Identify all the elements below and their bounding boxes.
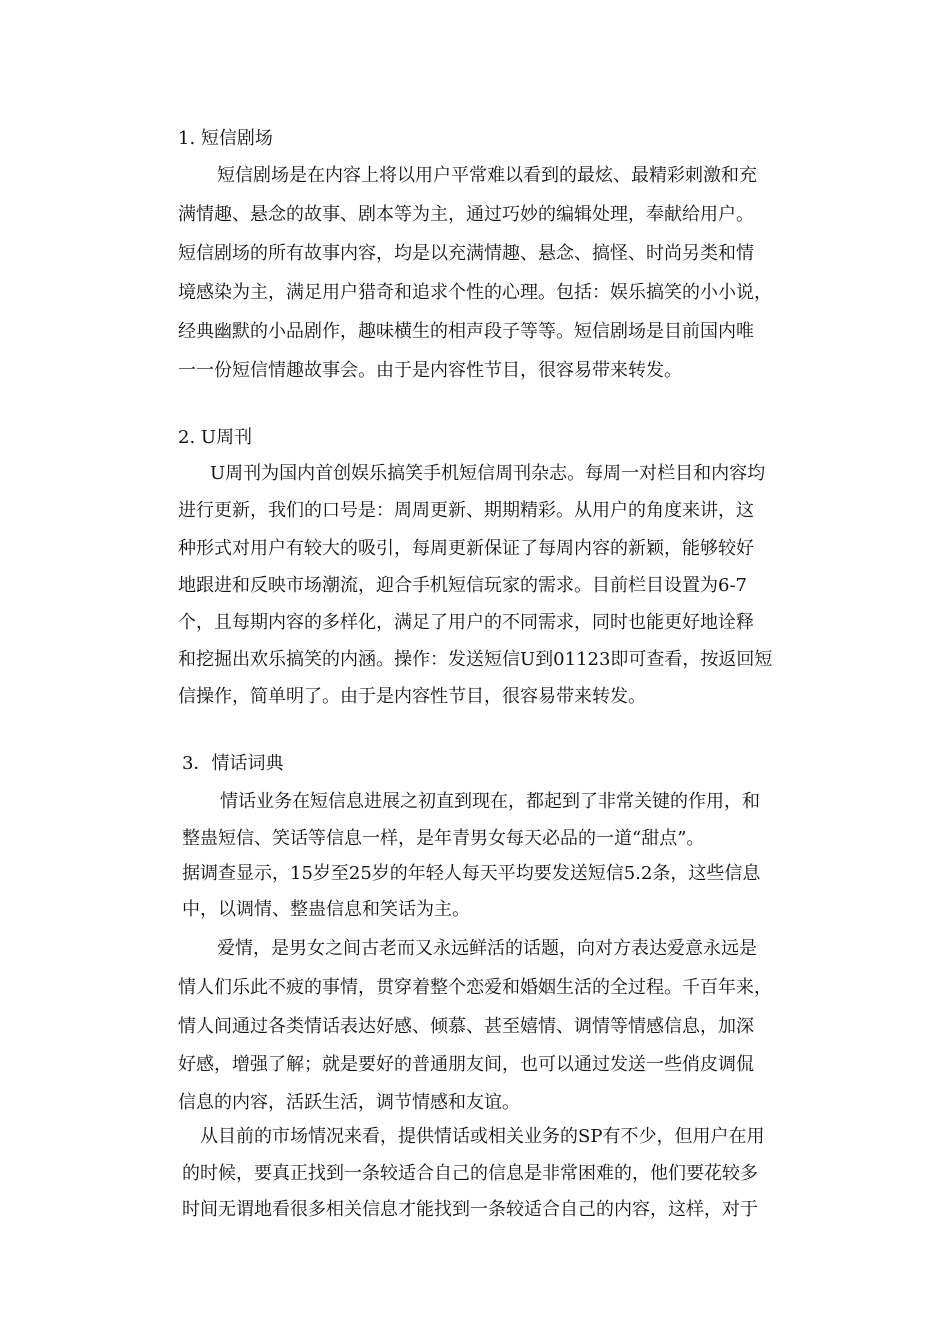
paragraph-line: 的时候，要真正找到一条较适合自己的信息是非常困难的，他们要花较多 bbox=[182, 1163, 758, 1184]
paragraph-line: 满情趣、悬念的故事、剧本等为主，通过巧妙的编辑处理，奉献给用户。 bbox=[178, 204, 754, 225]
paragraph-line: 个，且每期内容的多样化，满足了用户的不同需求，同时也能更好地诠释 bbox=[178, 612, 754, 633]
paragraph-line: 爱情，是男女之间古老而又永远鲜活的话题，向对方表达爱意永远是 bbox=[217, 938, 757, 959]
paragraph-line: 经典幽默的小品剧作，趣味横生的相声段子等等。短信剧场是目前国内唯 bbox=[178, 321, 754, 342]
paragraph-line: 短信剧场的所有故事内容，均是以充满情趣、悬念、搞怪、时尚另类和情 bbox=[178, 243, 754, 264]
paragraph-line: 情话业务在短信息进展之初直到现在，都起到了非常关键的作用，和 bbox=[220, 791, 760, 812]
paragraph-line: 据调查显示，15岁至25岁的年轻人每天平均要发送短信5.2条，这些信息 bbox=[182, 863, 761, 884]
paragraph-line: 信操作，简单明了。由于是内容性节目，很容易带来转发。 bbox=[178, 686, 646, 707]
paragraph-line: U周刊为国内首创娱乐搞笑手机短信周刊杂志。每周一对栏目和内容均 bbox=[210, 463, 766, 484]
paragraph-line: 整蛊短信、笑话等信息一样，是年青男女每天必品的一道“甜点”。 bbox=[182, 828, 705, 849]
paragraph-line: 种形式对用户有较大的吸引，每周更新保证了每周内容的新颖，能够较好 bbox=[178, 538, 754, 559]
paragraph-line: 好感，增强了解；就是要好的普通朋友间，也可以通过发送一些俏皮调侃 bbox=[178, 1054, 754, 1075]
paragraph-line: 情人们乐此不疲的事情，贯穿着整个恋爱和婚姻生活的全过程。千百年来， bbox=[178, 977, 772, 998]
paragraph-line: 短信剧场是在内容上将以用户平常难以看到的最炫、最精彩刺激和充 bbox=[217, 165, 757, 186]
paragraph-line: 境感染为主，满足用户猎奇和追求个性的心理。包括：娱乐搞笑的小小说， bbox=[178, 282, 772, 303]
paragraph-line: 中，以调情、整蛊信息和笑话为主。 bbox=[182, 899, 470, 920]
section-3-heading: 3．情话词典 bbox=[182, 753, 284, 774]
paragraph-line: 情人间通过各类情话表达好感、倾慕、甚至嬉情、调情等情感信息，加深 bbox=[178, 1016, 754, 1037]
paragraph-line: 时间无谓地看很多相关信息才能找到一条较适合自己的内容，这样，对于 bbox=[182, 1199, 758, 1220]
paragraph-line: 地跟进和反映市场潮流，迎合手机短信玩家的需求。目前栏目设置为6-7 bbox=[178, 575, 747, 596]
paragraph-line: 进行更新，我们的口号是：周周更新、期期精彩。从用户的角度来讲，这 bbox=[178, 500, 754, 521]
paragraph-line: 信息的内容，活跃生活，调节情感和友谊。 bbox=[178, 1092, 520, 1113]
section-1-heading: 1. 短信剧场 bbox=[178, 128, 273, 149]
paragraph-line: 一一份短信情趣故事会。由于是内容性节目，很容易带来转发。 bbox=[178, 360, 682, 381]
paragraph-line: 和挖掘出欢乐搞笑的内涵。操作：发送短信U到01123即可查看，按返回短 bbox=[178, 649, 773, 670]
paragraph-line: 从目前的市场情况来看，提供情话或相关业务的SP有不少，但用户在用 bbox=[200, 1126, 765, 1147]
section-2-heading: 2. U周刊 bbox=[178, 427, 253, 448]
